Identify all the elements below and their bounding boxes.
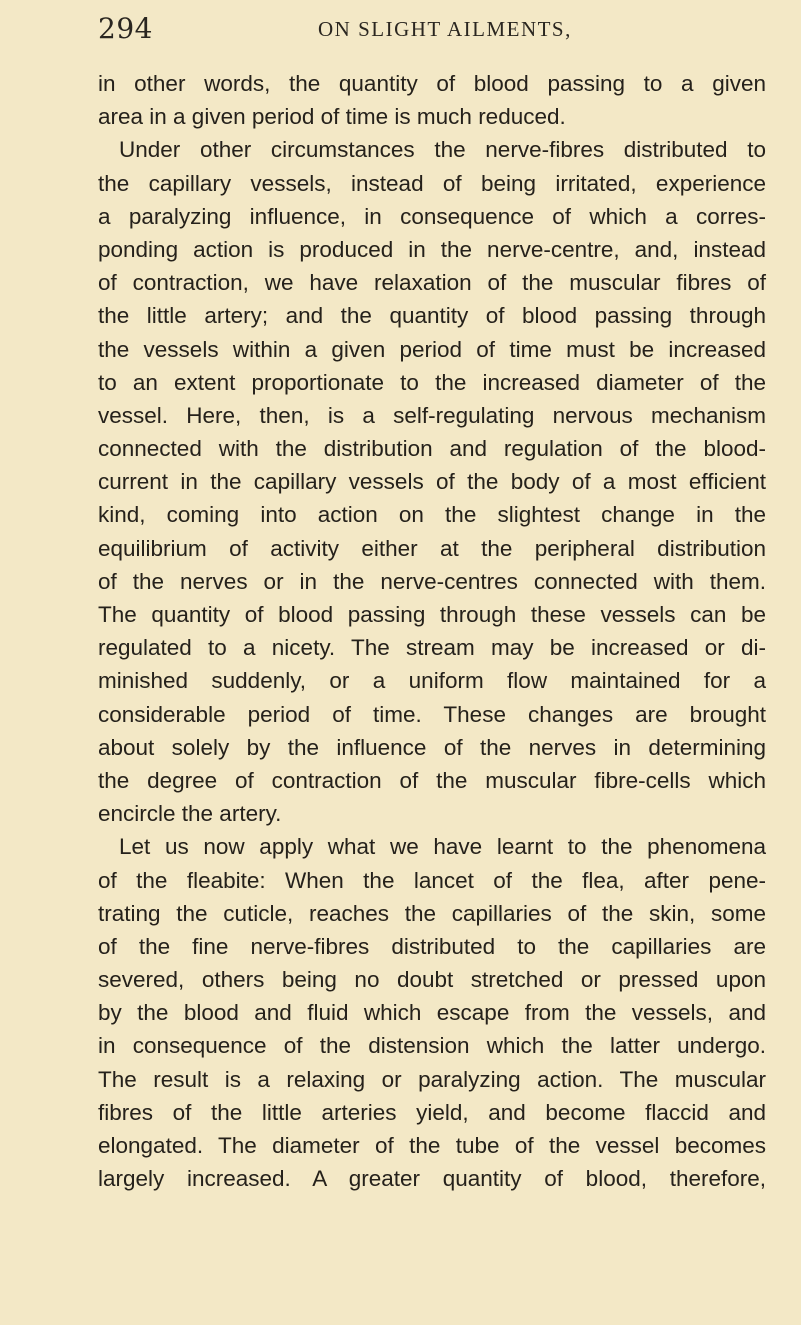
text-line: of contraction, we have relaxation of the muscular fibres of <box>98 270 766 296</box>
text-line: of the fleabite: When the lancet of the flea, after pene- <box>98 867 766 893</box>
text-line: fibres of the little arteries yield, and become flaccid and <box>98 1099 766 1125</box>
text-line: in other words, the quantity of blood passing to a given <box>98 71 766 96</box>
text-line: severed, others being no doubt stretched or pressed upon <box>98 967 766 993</box>
text-line: a paralyzing influence, in consequence of which a corres- <box>98 203 766 229</box>
text-line: in consequence of the distension which the latter undergo. <box>98 1033 766 1059</box>
text-line: connected with the distribution and regulation of the blood- <box>98 436 766 462</box>
text-line: elongated. The diameter of the tube of the vessel becomes <box>98 1133 766 1158</box>
text-line: The quantity of blood passing through these vessels can be <box>98 602 766 627</box>
text-line: to an extent proportionate to the increased diameter of the <box>98 369 766 395</box>
text-line: current in the capillary vessels of the body of a most efficient <box>98 469 766 495</box>
text-line: of the fine nerve-fibres distributed to the capillaries are <box>98 933 766 959</box>
body-text <box>98 67 766 1195</box>
text-line: the vessels within a given period of time must be increased <box>98 336 766 362</box>
text-line: kind, coming into action on the slightest change in the <box>98 502 766 528</box>
text-line: largely increased. A greater quantity of blood, therefore, <box>98 1166 766 1192</box>
text-line: Under other circumstances the nerve-fibres distributed to <box>119 137 766 163</box>
text-line: vessel. Here, then, is a self-regulating nervous mechanism <box>98 402 766 428</box>
text-line: the degree of contraction of the muscular fibre-cells which <box>98 767 766 793</box>
running-title: ON SLIGHT AILMENTS, <box>318 17 572 41</box>
text-line: considerable period of time. These changes are brought <box>98 701 766 727</box>
text-line: equilibrium of activity either at the peripheral distribution <box>98 535 766 561</box>
text-line: by the blood and fluid which escape from the vessels, and <box>98 1000 766 1026</box>
running-head <box>98 12 778 46</box>
text-line: trating the cuticle, reaches the capillaries of the skin, some <box>98 900 766 926</box>
text-line: of the nerves or in the nerve-centres connected with them. <box>98 568 766 594</box>
text-line: regulated to a nicety. The stream may be increased or di- <box>98 635 766 661</box>
text-line: encircle the artery. <box>98 801 282 827</box>
text-line: about solely by the influence of the nerves in determining <box>98 734 766 760</box>
page-number: 294 <box>98 12 153 45</box>
text-line: ponding action is produced in the nerve-centre, and, instead <box>98 236 766 262</box>
text-line: minished suddenly, or a uniform flow maintained for a <box>98 668 766 694</box>
text-line: the little artery; and the quantity of blood passing through <box>98 303 766 329</box>
text-line: The result is a relaxing or paralyzing action. The muscular <box>98 1066 766 1092</box>
text-line: the capillary vessels, instead of being irritated, experience <box>98 170 766 196</box>
text-line: area in a given period of time is much reduced. <box>98 104 566 130</box>
text-line: Let us now apply what we have learnt to the phenomena <box>119 834 766 860</box>
